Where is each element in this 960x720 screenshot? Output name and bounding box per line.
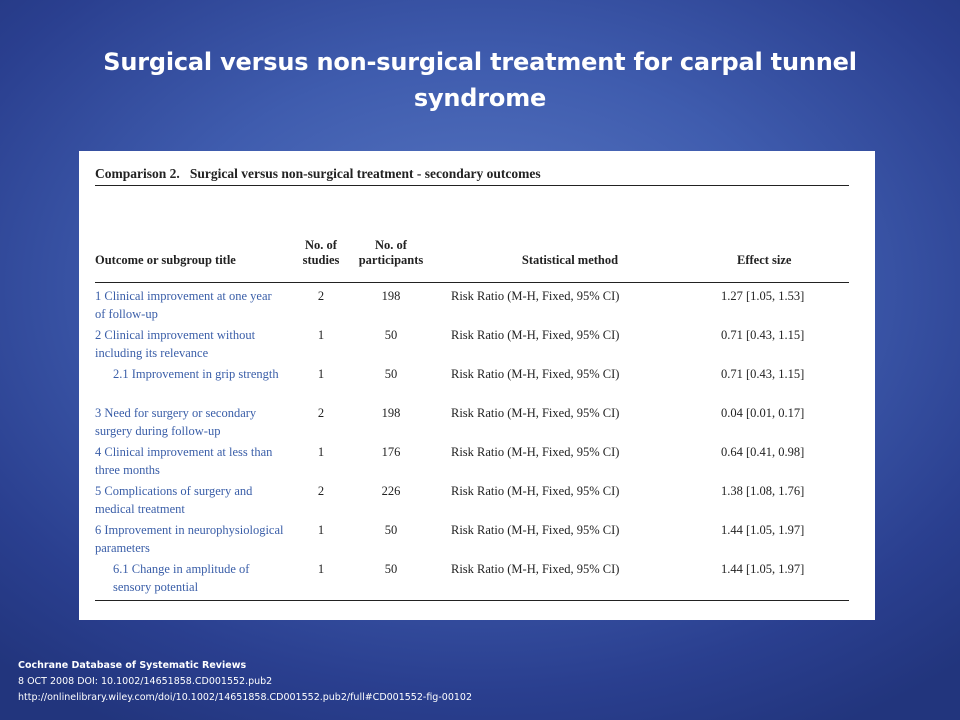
row-effect: 0.71 [0.43, 1.15]: [721, 367, 805, 381]
row-outcome[interactable]: 4 Clinical improvement at less than three months: [95, 445, 273, 477]
row-outcome[interactable]: 5 Complications of surgery and medical treatment: [95, 484, 253, 516]
table-row: [95, 521, 849, 560]
table-row: [95, 283, 849, 327]
row-method: Risk Ratio (M-H, Fixed, 95% CI): [451, 523, 620, 537]
row-outcome[interactable]: 2.1 Improvement in grip strength: [113, 367, 279, 381]
row-method: Risk Ratio (M-H, Fixed, 95% CI): [451, 367, 620, 381]
row-studies: 1: [317, 367, 325, 381]
row-studies: 1: [317, 445, 325, 459]
row-method: Risk Ratio (M-H, Fixed, 95% CI): [451, 562, 620, 576]
row-effect: 1.38 [1.08, 1.76]: [721, 484, 805, 498]
row-outcome[interactable]: 1 Clinical improvement at one year of follow-up: [95, 289, 272, 321]
table-panel-inner: [95, 163, 849, 601]
outcomes-table: [95, 186, 849, 599]
row-method: Risk Ratio (M-H, Fixed, 95% CI): [451, 289, 620, 303]
row-studies: 2: [317, 406, 325, 420]
header-outcome: Outcome or subgroup title: [95, 186, 295, 283]
table-body: [95, 283, 849, 600]
citation: [18, 658, 472, 706]
row-effect: 0.71 [0.43, 1.15]: [721, 328, 805, 342]
citation-url: http://onlinelibrary.wiley.com/doi/10.1002/14651858.CD001552.pub2/full#CD001552-fig-00102: [18, 692, 472, 703]
row-participants: 50: [384, 367, 398, 381]
row-effect: 1.27 [1.05, 1.53]: [721, 289, 805, 303]
row-participants: 198: [381, 406, 401, 420]
row-participants: 50: [384, 523, 398, 537]
row-studies: 2: [317, 289, 325, 303]
row-effect: 0.64 [0.41, 0.98]: [721, 445, 805, 459]
row-participants: 50: [384, 328, 398, 342]
table-row: [95, 326, 849, 365]
slide-title: Surgical versus non-surgical treatment for carpal tunnel syndrome: [103, 48, 857, 112]
row-studies: 2: [317, 484, 325, 498]
row-method: Risk Ratio (M-H, Fixed, 95% CI): [451, 406, 620, 420]
row-outcome[interactable]: 3 Need for surgery or secondary surgery during follow-up: [95, 406, 257, 438]
table-row: [95, 482, 849, 521]
row-effect: 0.04 [0.01, 0.17]: [721, 406, 805, 420]
comparison-heading: Comparison 2. Surgical versus non-surgical treatment - secondary outcomes: [95, 163, 849, 186]
header-participants: No. of participants: [347, 186, 435, 283]
row-outcome[interactable]: 2 Clinical improvement without including its relevance: [95, 328, 256, 360]
row-participants: 50: [384, 562, 398, 576]
row-studies: 1: [317, 328, 325, 342]
row-effect: 1.44 [1.05, 1.97]: [721, 523, 805, 537]
table-row: [95, 443, 849, 482]
table-panel: [79, 151, 875, 620]
row-method: Risk Ratio (M-H, Fixed, 95% CI): [451, 328, 620, 342]
row-participants: 226: [381, 484, 401, 498]
table-header-row: [95, 186, 849, 283]
table-row: [95, 560, 849, 599]
row-studies: 1: [317, 523, 325, 537]
citation-title: Cochrane Database of Systematic Reviews: [18, 660, 247, 671]
row-participants: 198: [381, 289, 401, 303]
row-method: Risk Ratio (M-H, Fixed, 95% CI): [451, 445, 620, 459]
header-studies: No. of studies: [295, 186, 347, 283]
row-outcome[interactable]: 6.1 Change in amplitude of sensory potential: [113, 562, 250, 594]
row-studies: 1: [317, 562, 325, 576]
row-method: Risk Ratio (M-H, Fixed, 95% CI): [451, 484, 620, 498]
row-effect: 1.44 [1.05, 1.97]: [721, 562, 805, 576]
table-row: [95, 365, 849, 404]
header-effect: Effect size: [705, 186, 849, 283]
table-row: [95, 404, 849, 443]
table-bottom-rule: [95, 600, 849, 601]
row-outcome[interactable]: 6 Improvement in neurophysiological parameters: [95, 523, 284, 555]
header-method: Statistical method: [435, 186, 705, 283]
row-participants: 176: [381, 445, 401, 459]
citation-date-doi: 8 OCT 2008 DOI: 10.1002/14651858.CD001552.pub2: [18, 676, 273, 687]
